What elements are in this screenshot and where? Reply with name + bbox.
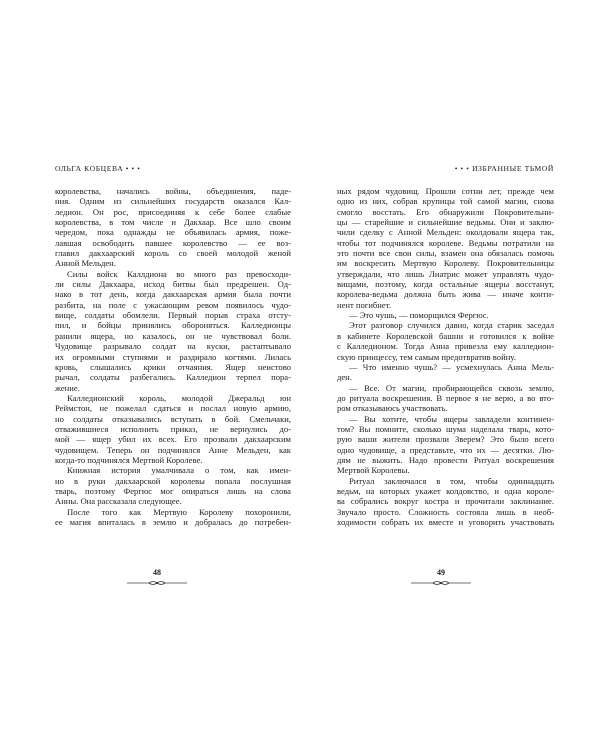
text-line: чили сделку с Анной Мельден: околдовали ящера так,: [337, 227, 554, 238]
text-line: в кабинете Королевской башни и готовился к войне: [337, 330, 554, 341]
text-line: лавшая освободить павшее королевство — ее воз-: [55, 237, 291, 248]
text-line: главил дакхаарский король со своей молодой женой: [55, 248, 291, 259]
text-line: ных рядом чудовищ. Прошли сотни лет, прежде чем: [337, 186, 554, 196]
text-line: мой — ящер убил их всех. Его прозвали дакхаарским: [55, 434, 291, 445]
text-line: тварь, поэтому Фергюс мог опираться лишь на слова: [55, 485, 291, 496]
text-line: цы — старейшие и сильнейшие ведьмы. Они и заклю-: [337, 217, 554, 228]
text-line: нент погибнет.: [337, 299, 391, 310]
text-line: Этот разговор случился давно, когда старик заседал: [349, 320, 554, 331]
text-line: вищами, поэтому, когда остальные ящеры восстанут,: [337, 279, 554, 290]
text-line: чудовищем. Теперь он подчинялся Анне Мельден, как: [55, 444, 291, 455]
text-line: Звучало просто. Сложность состояла лишь в необ-: [337, 506, 554, 517]
text-line: Реймстон, не пожелал сдаться и послал новую армию,: [55, 403, 291, 414]
text-line: пил, и бойцы принялись обороняться. Калледионцы: [55, 320, 291, 331]
text-line: ведьм, на которых укажет колдовство, и одна короле-: [337, 485, 554, 496]
text-line: ее магия впиталась в землю и добралась до потребен-: [55, 517, 291, 527]
text-line: — Что именно чушь? — усмехнулась Анна Мель-: [349, 361, 554, 372]
text-line: одно из них, собрав крупицы той самой магии, снова: [337, 196, 554, 207]
text-line: — Вы хотите, чтобы ящеры завладели континен-: [349, 413, 554, 424]
text-line: чтобы тот подчинялся королеве. Ведьмы потратили на: [337, 237, 554, 248]
text-line: это почти все свои силы, взамен она обязалась помочь: [337, 248, 554, 259]
left-page-body: [55, 186, 291, 527]
text-line: королевства, в том числе и Дакхаар. Все шло своим: [55, 217, 291, 228]
text-line: Анны. Она рассказала следующее.: [55, 496, 182, 507]
text-line: ходимости собрать их вместе и уговорить участвовать: [337, 517, 554, 527]
text-line: ледион. Он рос, присоединяя к себе более слабые: [55, 206, 291, 217]
right-page: [300, 0, 600, 750]
running-head-author: ОЛЬГА КОБЦЕВА • • •: [55, 164, 141, 173]
text-line: ранили ящера, но казалось, он не чувствовал боли.: [55, 330, 291, 341]
text-line: рычал, солдаты разбегались. Калледион терпел пора-: [55, 372, 291, 383]
text-line: кровь, слышались крики отчаяния. Ящер неистово: [55, 361, 291, 372]
text-line: жение.: [55, 382, 80, 393]
text-line: дям не выжить. Надо провести Ритуал воскрешения: [337, 454, 554, 465]
text-line: После того как Мертвую Королеву похоронили,: [67, 506, 291, 517]
text-line: вище, солдаты обомлели. Первый порыв страха отсту-: [55, 310, 291, 321]
text-line: Мертвой Королевы.: [337, 465, 410, 476]
text-line: им воскресить Мертвую Королеву. Покровительницы: [337, 258, 554, 269]
text-line: отважившиеся исполнить приказ, не вернулись до-: [55, 423, 291, 434]
text-line: Книжная история умалчивала о том, как имен-: [67, 465, 291, 476]
running-head-title: • • • ИЗБРАННЫЕ ТЬМОЙ: [454, 164, 554, 173]
text-line: том? Вы помните, сколько шума наделала тварь, кото-: [337, 423, 554, 434]
page-number: 48: [153, 568, 161, 577]
text-line: — Это чушь, — поморщился Фергюс.: [349, 310, 489, 321]
text-line: рую ваши жители прозвали Зверем? Это было всего: [337, 434, 554, 445]
text-line: Ритуал заключался в том, чтобы одиннадцать: [349, 475, 554, 486]
text-line: смогло восстать. Его обнаружили Покровительни-: [337, 206, 554, 217]
text-line: разбита, на поле с ужасающим ревом появилось чудо-: [55, 299, 291, 310]
text-line: ли силы Дакхаара, исход битвы был предрешен. Од-: [55, 279, 291, 290]
text-line: Силы войск Каллдиона во много раз превосходи-: [67, 268, 291, 279]
text-line: утверждали, что лишь Лиатрис может управлять чудо-: [337, 268, 554, 279]
text-line: их огромными ступнями и раздирало когтями. Лилась: [55, 351, 291, 362]
text-line: но в руки дакхаарской королевы попала послушная: [55, 475, 291, 486]
text-line: королевства, начались войны, объединения, паде-: [55, 186, 291, 196]
text-line: чередом, пока однажды не объявилась армия, поже-: [55, 227, 291, 238]
text-line: до ритуала воскрешения. В первое я не верю, а во вто-: [337, 392, 554, 403]
text-line: ден.: [337, 372, 352, 383]
page-number: 49: [437, 568, 445, 577]
text-line: ром отказываюсь участвовать.: [337, 403, 448, 414]
text-line: с Калледионом. Тогда Анна привезла ему калледион-: [337, 341, 554, 352]
ornament-divider-icon: [411, 580, 471, 586]
text-line: Чудовище разрывало солдат на куски, растаптывало: [55, 341, 291, 352]
text-line: Анной Мельден.: [55, 258, 116, 269]
ornament-divider-icon: [127, 580, 187, 586]
right-page-body: [337, 186, 554, 527]
text-line: — Все. От магии, пробирающейся сквозь землю,: [349, 382, 554, 393]
text-line: скую принцессу, тем самым предотвратив войну.: [337, 351, 516, 362]
text-line: ния. Одним из сильнейших государств оказался Кал-: [55, 196, 291, 207]
text-line: нако в тот день, когда дакхаарская армия была почти: [55, 289, 291, 300]
text-line: но солдаты отказывались вступать в бой. Смельчаки,: [55, 413, 291, 424]
text-line: ва собрались вокруг костра и прочитали заклинание.: [337, 496, 554, 507]
text-line: одно чудовище, а представьте, что их — десятки. Лю-: [337, 444, 554, 455]
text-line: когда-то подчинялся Мертвой Королеве.: [55, 454, 203, 465]
text-line: Калледионский король, молодой Джеральд юн: [67, 392, 291, 403]
text-line: королева-ведьма должна быть жива — иначе конти-: [337, 289, 554, 300]
